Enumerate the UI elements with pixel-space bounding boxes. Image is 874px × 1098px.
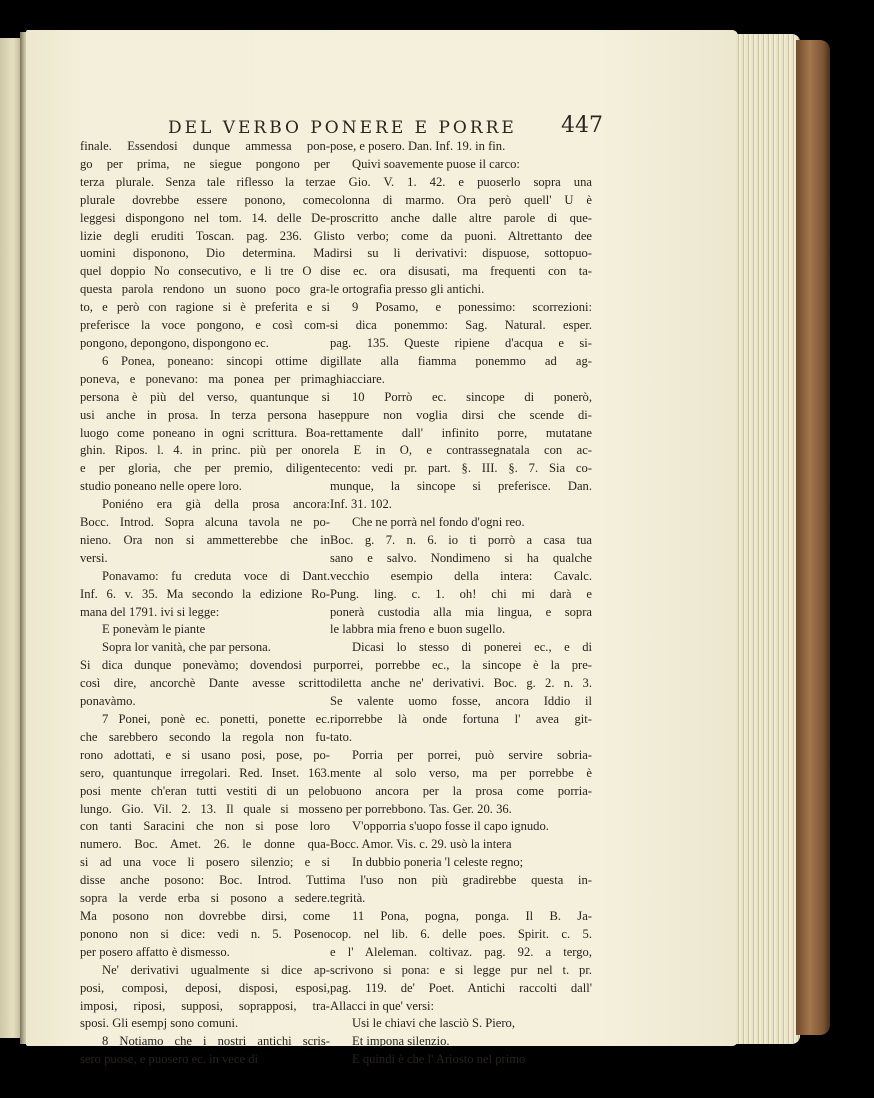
text-line: la E in O, e contrassegnatala con ac- [330, 443, 592, 458]
text-line: cento: vedi pr. part. §. III. §. 7. Sia co- [330, 461, 592, 476]
text-line: sero puose, e puosero ec. in vece di [80, 1052, 258, 1067]
text-line: e per gloria, che per premio, diligente [80, 461, 330, 476]
text-line: plurale dovrebbe essere ponono, come [80, 192, 330, 207]
text-line: Pung. ling. c. 1. oh! chi mi darà e [330, 586, 592, 601]
text-line: Quivi soavemente puose il carco: [352, 156, 520, 171]
text-line: Ponavamo: fu creduta voce di Dant. [102, 568, 330, 583]
page-number: 447 [561, 113, 603, 138]
text-line: ghin. Ripos. l. 4. in princ. più per onore [80, 443, 330, 458]
text-line: Ne' derivativi ugualmente si dice ap- [102, 962, 330, 977]
text-line: rettamente dall' infinito porre, mutatane [330, 425, 592, 440]
text-line: terza plurale. Senza tale riflesso la terza [80, 174, 330, 189]
text-line: usi anche in prosa. In terza persona ha [80, 407, 330, 422]
text-line: Che ne porrà nel fondo d'ogni reo. [352, 515, 525, 530]
text-line: uomini disponono, Dio determina. Ma [80, 246, 330, 261]
text-line: così dire, ancorchè Dante avesse scritto [80, 676, 330, 691]
text-line: tegrità. [330, 891, 366, 906]
text-line: 7 Ponei, ponè ec. ponetti, ponette ec. [102, 712, 330, 726]
text-line: Se valente uomo fosse, ancora Iddio il [330, 694, 592, 709]
text-line: preferisce la voce pongono, e così com- [80, 318, 330, 333]
text-line: per posero affatto è dismesso. [80, 944, 230, 959]
text-line: sto verbo; come da puoni. Altrettanto dee [330, 228, 592, 243]
text-line: le labbra mia freno e buon sugello. [330, 622, 506, 637]
text-line: 11 Pona, pogna, ponga. Il B. Ja- [352, 908, 592, 923]
text-line: leggesi dispongono nel tom. 14. delle De- [80, 210, 330, 225]
text-line: ponavàmo. [80, 694, 136, 709]
text-line: sopra la verde erba si posono a sedere. [80, 891, 330, 906]
text-line: 10 Porrò ec. sincope di ponerò, [352, 389, 592, 404]
text-line: proscritto anche dalle altre parole di que- [330, 210, 592, 225]
text-line: go per prima, ne siegue pongono per [80, 156, 330, 171]
text-line: V'opporria s'uopo fosse il capo ignudo. [352, 819, 549, 834]
left-text-column [80, 138, 330, 1069]
text-line: 8 Notiamo che i nostri antichi scris- [102, 1034, 330, 1049]
text-line: disse anche posono: Boc. Introd. Tutti [80, 873, 330, 888]
text-line: no per porrebbono. Tas. Ger. 20. 36. [330, 801, 512, 816]
page-block-edges [736, 34, 800, 1044]
text-line: poneva, e ponevano: ma ponea per prima [80, 371, 330, 386]
text-line: mana del 1791. ivi si legge: [80, 604, 220, 619]
text-line: se ec. ora disusati, ma frequenti con ta- [330, 264, 592, 279]
text-line: luogo come poneano in ogni scrittura. Boa- [80, 425, 330, 440]
text-line: finale. Essendosi dunque ammessa pon- [80, 139, 330, 153]
text-line: ma l'uso non più gradirebbe questa in- [330, 873, 592, 888]
text-line: Si dica dunque ponevàmo; dovendosi pur [80, 658, 330, 673]
text-line: pag. 119. de' Poet. Antichi raccolti dall' [330, 980, 592, 995]
text-line: sano e salvo. Nondimeno si ha qualche [330, 550, 592, 565]
text-line: rono adottati, e si usano posi, pose, po- [80, 747, 330, 762]
text-line: diletta anche ne' derivativi. Boc. g. 2. n. 3. [330, 676, 592, 691]
text-line: Boc. g. 7. n. 6. io ti porrò a casa tua [330, 532, 592, 547]
text-line: Inf. 31. 102. [330, 497, 392, 512]
text-line: nieno. Ora non si ammetterebbe che in [80, 532, 330, 547]
text-line: persona è più del verso, quantunque si [80, 389, 330, 404]
text-line: Bocc. Amor. Vis. c. 29. usò la intera [330, 837, 512, 852]
text-line: to, e però con ragione si è preferita e si [80, 300, 330, 315]
text-line: 9 Posamo, e ponessimo: scorrezioni: [352, 300, 592, 315]
text-line: ponerà custodia alla mia lingua, e sopra [330, 604, 592, 619]
right-text-column [330, 138, 592, 1069]
text-line: mente al solo verso, ma per porrebbe è [330, 765, 592, 780]
text-line: pongono, depongono, dispongono ec. [80, 335, 269, 350]
text-line: studio poneano nelle opere loro. [80, 479, 242, 494]
text-line: Bocc. Introd. Sopra alcuna tavola ne po- [80, 515, 330, 530]
text-line: quel doppio No consecutivo, e li tre O di [80, 264, 330, 279]
text-line: tato. [330, 729, 353, 744]
text-line: che sarebbero secondo la regola non fu- [80, 729, 330, 744]
text-line: con tanti Saracini che non si pose loro [80, 819, 330, 834]
text-line: munque, la sincope si preferisce. Dan. [330, 479, 592, 494]
text-line: vecchio esempio della intera: Cavalc. [330, 568, 592, 583]
text-line: Usi le chiavi che lasciò S. Piero, [352, 1016, 515, 1031]
text-line: Ma posono non dovrebbe dirsi, come [80, 908, 330, 923]
text-line: questa parola rendono un suono poco gra- [80, 282, 330, 297]
text-line: Dicasi lo stesso di ponerei ec., e di [352, 640, 592, 655]
text-line: riporrebbe là onde fortuna l' avea git- [330, 712, 592, 726]
text-line: e l' Aleleman. coltivaz. pag. 92. a tergo, [330, 944, 592, 959]
text-line: E quindi è che l' Ariosto nel primo [352, 1052, 526, 1067]
text-line: versi. [80, 550, 108, 565]
text-line: cop. nel lib. 6. delle poes. Spirit. c. 5. [330, 926, 592, 941]
running-head: DEL VERBO PONERE E PORRE [168, 118, 517, 138]
text-line: posi, composi, deposi, disposi, esposi, [80, 980, 330, 995]
text-line: Inf. 6. v. 35. Ma secondo la edizione Ro- [80, 586, 330, 601]
text-line: Poniéno era già della prosa ancora: [102, 497, 330, 512]
text-line: Porria per porrei, può servire sobria- [352, 747, 592, 762]
text-line: si ad una voce li posero silenzio; e si [80, 855, 330, 870]
text-line: sero, quantunque irregolari. Red. Inset. 163. [80, 765, 330, 780]
text-line: numero. Boc. Amet. 26. le donne qua- [80, 837, 330, 852]
left-page-edge [0, 38, 22, 1038]
text-line: ponono non si dice: vedi n. 5. Poseno [80, 926, 330, 941]
text-line: colonna di marmo. Ora però quell' U è [330, 192, 592, 207]
text-line: lizie degli eruditi Toscan. pag. 236. Gli [80, 228, 330, 243]
text-line: scrivono si pona: e si legge pur nel t. pr. [330, 962, 592, 977]
text-line: 6 Ponea, poneano: sincopi ottime di [102, 353, 330, 368]
text-line: lungo. Gio. Vil. 2. 13. Il quale si mosse [80, 801, 330, 816]
text-line: pag. 135. Queste ripiene d'acqua e si- [330, 335, 592, 350]
text-line: In dubbio poneria 'l celeste regno; [352, 855, 524, 870]
text-line: gillate alla fiamma ponemmo ad ag- [330, 353, 592, 368]
text-line: Et impona silenzio. [352, 1034, 450, 1049]
text-line: e Gio. V. 1. 42. e puoserlo sopra una [330, 174, 592, 189]
text-line: Sopra lor vanità, che par persona. [102, 640, 271, 655]
text-line: seppure non voglia dirsi che scende di- [330, 407, 592, 422]
text-line: imposi, riposi, supposi, soprapposi, tra- [80, 998, 330, 1013]
text-line: Allacci in que' versi: [330, 998, 435, 1013]
text-line: si dica ponemmo: Sag. Natural. esper. [330, 318, 592, 333]
book-cover-edge [796, 40, 830, 1035]
text-line: ghiacciare. [330, 371, 385, 386]
text-line: le ortografia presso gli antichi. [330, 282, 485, 297]
text-line: dirsi su li derivativi: dispuose, sottopuo- [330, 246, 592, 261]
text-line: pose, e posero. Dan. Inf. 19. in fin. [330, 139, 506, 153]
text-line: buono ancora per la prosa come porria- [330, 783, 592, 798]
text-line: porrei, porrebbe ec., la sincope è la pre- [330, 658, 592, 673]
text-line: sposi. Gli esempj sono comuni. [80, 1016, 239, 1031]
text-line: E ponevàm le piante [102, 622, 206, 637]
text-line: posi mente ch'eran tutti vestiti di un pelo [80, 783, 330, 798]
